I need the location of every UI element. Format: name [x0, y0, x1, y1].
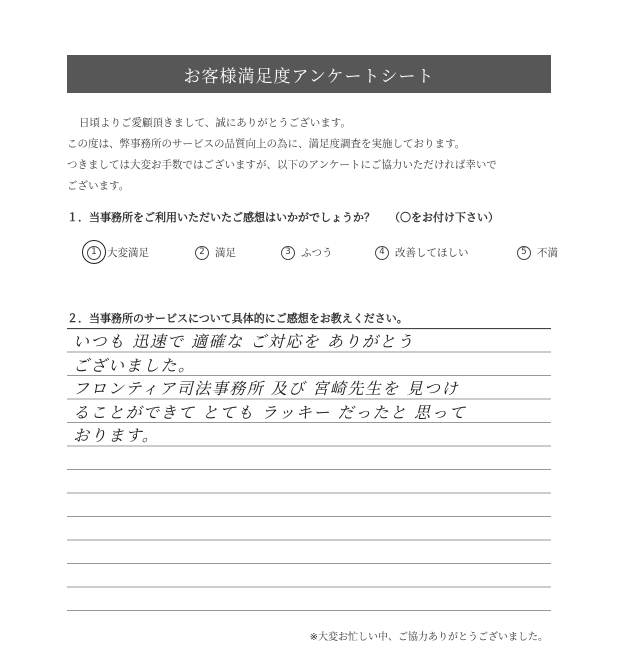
option-want-improvement[interactable]	[375, 245, 469, 260]
option-label: 満足	[215, 247, 236, 259]
answer-line: ございました。	[73, 355, 196, 375]
answer-area[interactable]	[67, 328, 551, 624]
question-2	[67, 310, 408, 326]
option-normal[interactable]	[281, 245, 333, 260]
option-label: 大変満足	[107, 247, 149, 259]
option-number-circle: 1	[87, 246, 101, 260]
option-label: 改善してほしい	[395, 247, 469, 259]
intro-text	[67, 113, 551, 197]
option-satisfied[interactable]	[195, 245, 236, 260]
intro-line: つきましては大変お手数ではございますが、以下のアンケートにご協力いただければ幸いで	[67, 159, 497, 171]
footer-note	[310, 628, 548, 643]
option-dissatisfied[interactable]	[517, 245, 558, 260]
intro-line: ございます。	[67, 180, 130, 192]
question-1	[67, 209, 499, 225]
question-1-hint: （〇をお付け下さい）	[389, 211, 499, 224]
question-1-options	[87, 245, 569, 271]
option-number-circle: 4	[375, 246, 389, 260]
answer-line: フロンティア司法事務所 及び 宮崎先生を 見つけ	[73, 379, 459, 398]
option-label: ふつう	[301, 247, 333, 259]
handwritten-answer	[73, 330, 543, 448]
answer-line: いつも 迅速で 適確な ご対応を ありがとう	[73, 332, 415, 351]
option-very-satisfied[interactable]	[87, 245, 149, 260]
question-2-label: ２．当事務所のサービスについて具体的にご感想をお教えください。	[67, 312, 408, 325]
option-number-circle: 2	[195, 246, 209, 260]
answer-line: おります。	[73, 426, 160, 445]
option-number-circle: 3	[281, 246, 295, 260]
question-1-label: １．当事務所をご利用いただいたご感想はいかがでしょうか？	[67, 211, 375, 224]
footer-thanks: ※大変お忙しい中、ご協力ありがとうございました。	[309, 632, 548, 643]
survey-title-bar	[67, 55, 551, 93]
intro-line: 日頃よりご愛顧頂きまして、誠にありがとうございます。	[79, 117, 351, 129]
answer-line: ることができて とても ラッキー だったと 思って	[73, 402, 467, 422]
survey-title: お客様満足度アンケートシート	[183, 66, 435, 87]
option-label: 不満	[537, 247, 558, 259]
intro-line: この度は、弊事務所のサービスの品質向上の為に、満足度調査を実施しております。	[67, 138, 466, 150]
option-number-circle: 5	[517, 246, 531, 260]
